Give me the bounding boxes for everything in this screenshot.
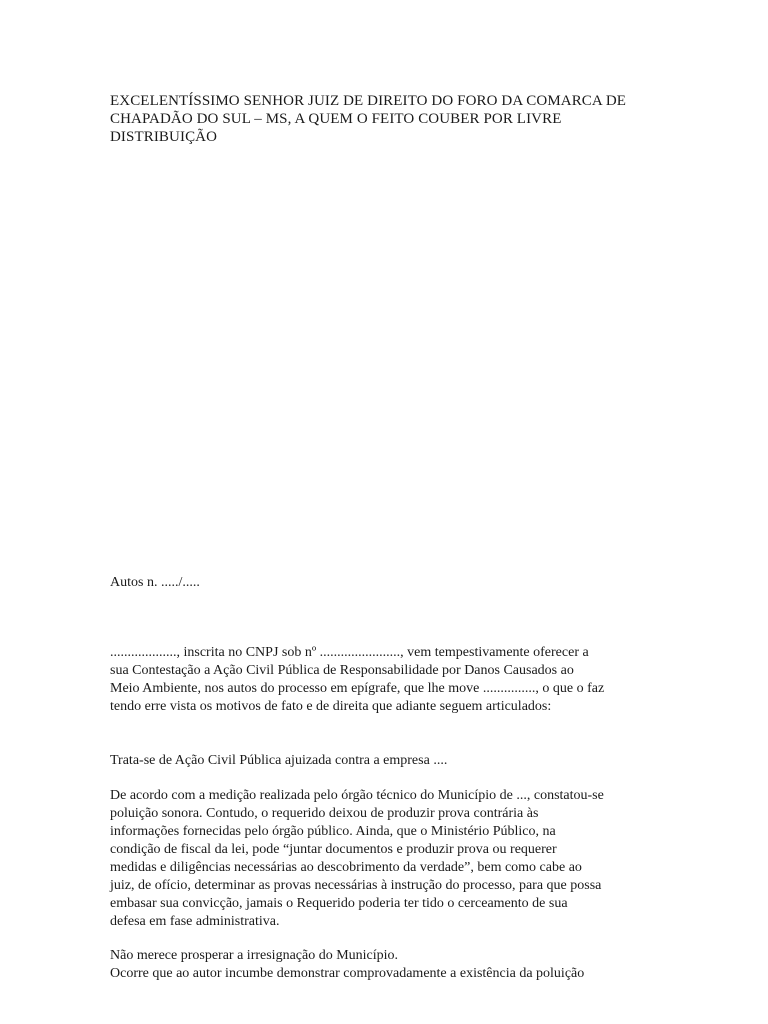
paragraph-line: Meio Ambiente, nos autos do processo em epígrafe, que lhe move ..............., o que o faz bbox=[110, 681, 605, 696]
intro-paragraph bbox=[110, 644, 670, 716]
petition-heading bbox=[110, 92, 670, 146]
paragraph-line: medidas e diligências necessárias ao descobrimento da verdade”, bem como cabe ao bbox=[110, 860, 582, 875]
heading-line: DISTRIBUIÇÃO bbox=[110, 129, 218, 145]
paragraph-line: embasar sua convicção, jamais o Requerido poderia ter tido o cerceamento de sua bbox=[110, 896, 568, 911]
facts-paragraph bbox=[110, 787, 670, 931]
paragraph-line: informações fornecidas pelo órgão público. Ainda, que o Ministério Público, na bbox=[110, 824, 556, 839]
heading-line: EXCELENTÍSSIMO SENHOR JUIZ DE DIREITO DO FORO DA COMARCA DE bbox=[110, 93, 627, 109]
paragraph-line: condição de fiscal da lei, pode “juntar documentos e produzir prova ou requerer bbox=[110, 842, 557, 857]
case-number: Autos n. ...../..... bbox=[110, 575, 200, 590]
argument-paragraph bbox=[110, 947, 670, 983]
paragraph-line: De acordo com a medição realizada pelo órgão técnico do Município de ..., constatou-se bbox=[110, 788, 604, 803]
case-summary-paragraph bbox=[110, 752, 670, 770]
paragraph-line: poluição sonora. Contudo, o requerido deixou de produzir prova contrária às bbox=[110, 806, 539, 821]
paragraph-line: Ocorre que ao autor incumbe demonstrar comprovadamente a existência da poluição bbox=[110, 966, 585, 981]
paragraph-line: ..................., inscrita no CNPJ sob nº ......................., vem tempestivamente oferecer a bbox=[110, 645, 589, 660]
paragraph-line: Trata-se de Ação Civil Pública ajuizada contra a empresa .... bbox=[110, 753, 448, 768]
paragraph-line: juiz, de ofício, determinar as provas necessárias à instrução do processo, para que possa bbox=[110, 878, 602, 893]
paragraph-line: sua Contestação a Ação Civil Pública de Responsabilidade por Danos Causados ao bbox=[110, 663, 574, 678]
paragraph-line: Não merece prosperar a irresignação do Município. bbox=[110, 948, 399, 963]
heading-line: CHAPADÃO DO SUL – MS, A QUEM O FEITO COUBER POR LIVRE bbox=[110, 111, 562, 127]
paragraph-line: tendo erre vista os motivos de fato e de direita que adiante seguem articulados: bbox=[110, 699, 552, 714]
paragraph-line: defesa em fase administrativa. bbox=[110, 914, 280, 929]
